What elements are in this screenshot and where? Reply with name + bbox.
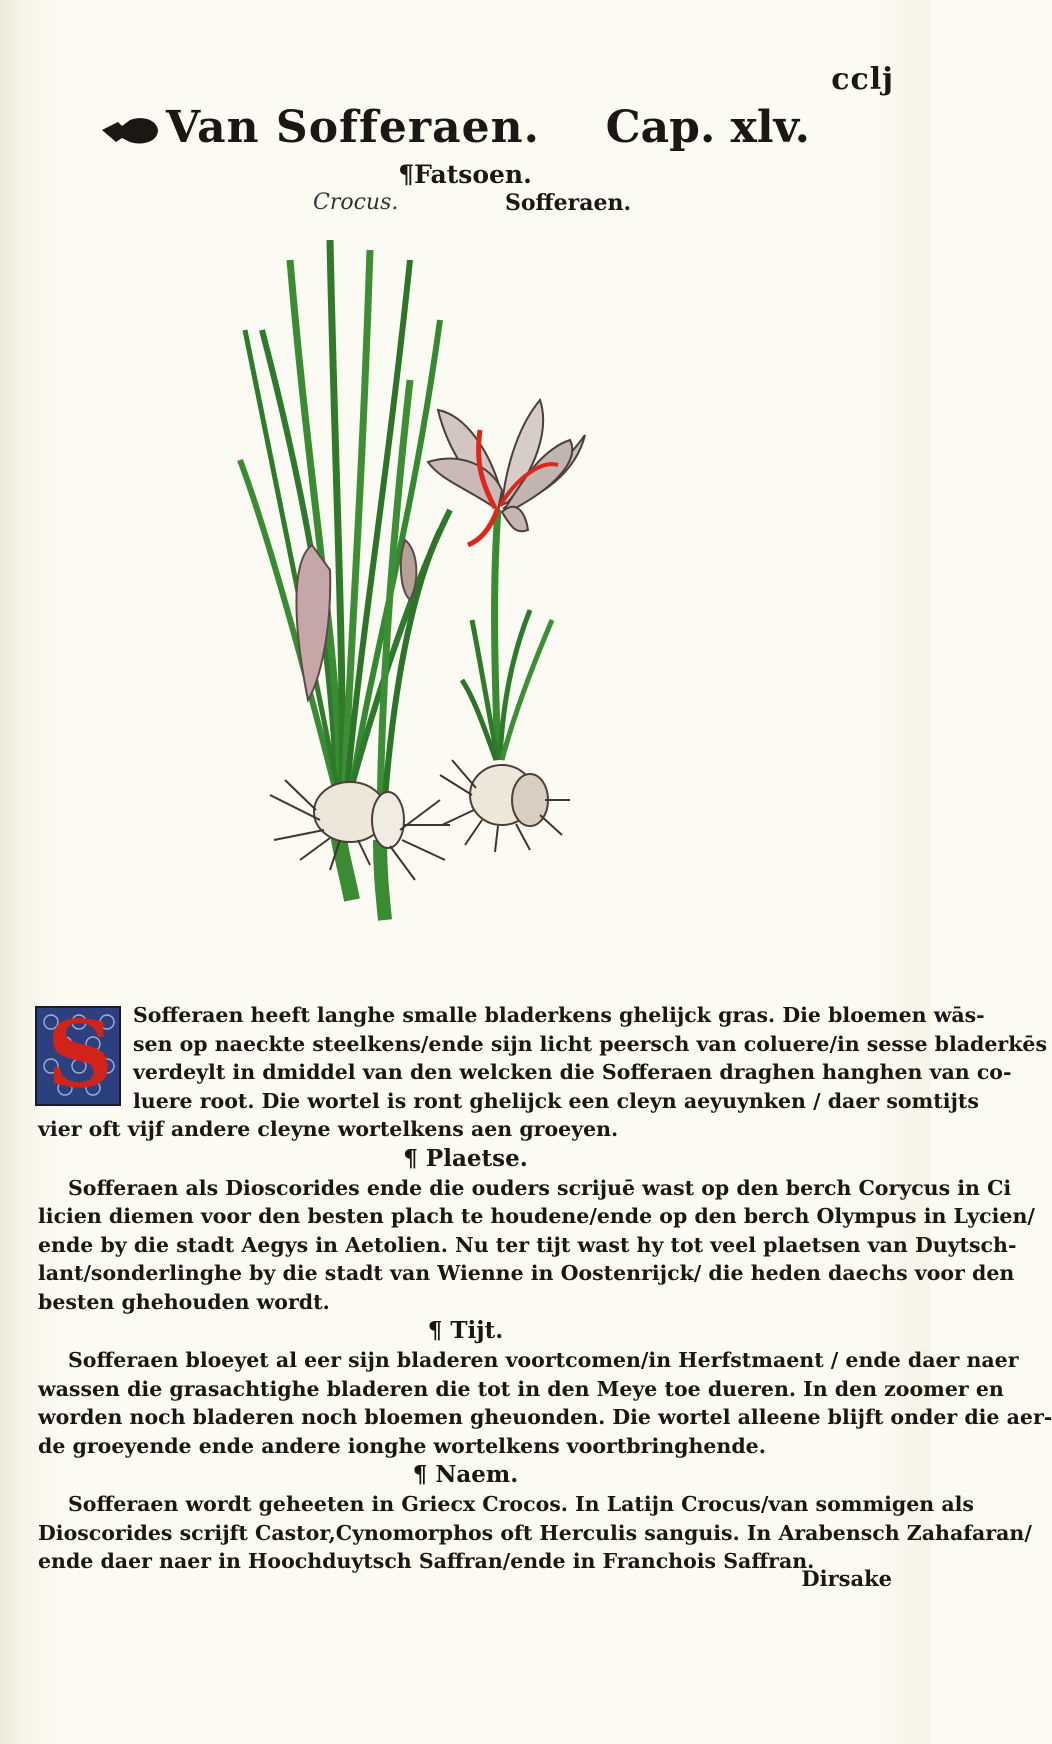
folio-number: cclj	[831, 62, 894, 97]
pilcrow-icon: ¶	[398, 160, 415, 189]
text-line: ende daer naer in Hoochduytsch Saffran/ende in Franchois Saffran.	[38, 1549, 815, 1573]
pilcrow-icon: ¶	[427, 1317, 451, 1344]
plant-names	[0, 190, 930, 222]
description-paragraph	[38, 1001, 1052, 1576]
left-bulb	[270, 780, 450, 880]
text-line: Sofferaen bloeyet al eer sijn bladeren voortcomen/in Herfstmaent / ende daer naer	[68, 1348, 1019, 1372]
crocus-flower	[428, 400, 585, 545]
text-line: luere root. Die wortel is ront ghelijck een cleyn aeyuynken / daer somtijts	[133, 1088, 979, 1113]
text-line: Sofferaen wordt geheeten in Griecx Crocos. In Latijn Crocus/van sommigen als	[68, 1492, 974, 1516]
hand-pointer-icon	[100, 112, 162, 148]
pilcrow-icon: ¶	[412, 1461, 436, 1488]
text-line: Dioscorides scrijft Castor,Cynomorphos oft Herculis sanguis. In Arabensch Zahafaran/	[38, 1520, 1032, 1545]
text-line: Sofferaen als Dioscorides ende die ouders scrijuē wast op den berch Corycus in Ci	[68, 1175, 1012, 1200]
text-line: Sofferaen heeft langhe smalle bladerkens ghelijck gras. Die bloemen wās-	[133, 1003, 985, 1027]
right-bulb	[440, 760, 570, 852]
subheading	[0, 160, 930, 189]
catchword: Dirsake	[801, 1566, 892, 1591]
text-line: lant/sonderlinghe by die stadt van Wienne in Oostenrijck/ die heden daechs voor den	[38, 1261, 1015, 1285]
page-title: Van Sofferaen.	[166, 102, 540, 153]
text-line: besten ghehouden wordt.	[38, 1289, 330, 1314]
dutch-name: Sofferaen.	[505, 190, 632, 216]
initial-letter: S	[46, 1000, 114, 1108]
section-heading-plaetse: ¶ Plaetse.	[403, 1144, 528, 1172]
latin-name: Crocus.	[313, 190, 399, 215]
text-line: worden noch bladeren noch bloemen gheuonden. Die wortel alleene blijft onder die aer-	[38, 1405, 1052, 1429]
withered-flower	[296, 545, 330, 700]
text-line: vier oft vijf andere cleyne wortelkens aen groeyen.	[38, 1117, 619, 1141]
section-heading-naem: ¶ Naem.	[412, 1461, 519, 1488]
pilcrow-icon: ¶	[403, 1144, 426, 1172]
text-line: wassen die grasachtighe bladeren die tot in den Meye toe dueren. In den zoomer en	[38, 1376, 1004, 1401]
text-line: de groeyende ende andere ionghe wortelkens voortbringhende.	[38, 1433, 766, 1458]
chapter-number: Cap. xlv.	[605, 102, 810, 153]
right-plant	[462, 510, 552, 760]
section-heading-tijt: ¶ Tijt.	[427, 1317, 504, 1344]
chapter-heading	[100, 102, 820, 158]
text-line: verdeylt in dmiddel van den welcken die Sofferaen draghen hanghen van co-	[133, 1060, 1012, 1084]
text-line: sen op naeckte steelkens/ende sijn licht peersch van coluere/in sesse bladerkēs	[133, 1031, 1048, 1056]
subheading-text: Fatsoen.	[414, 160, 532, 189]
text-line: licien diemen voor den besten plach te houdene/ende op den berch Olympus in Lycien/	[38, 1204, 1035, 1228]
saffron-crocus-illustration	[240, 240, 670, 970]
text-line: ende by die stadt Aegys in Aetolien. Nu ter tijt wast hy tot veel plaetsen van Duytsch-	[38, 1232, 1017, 1257]
